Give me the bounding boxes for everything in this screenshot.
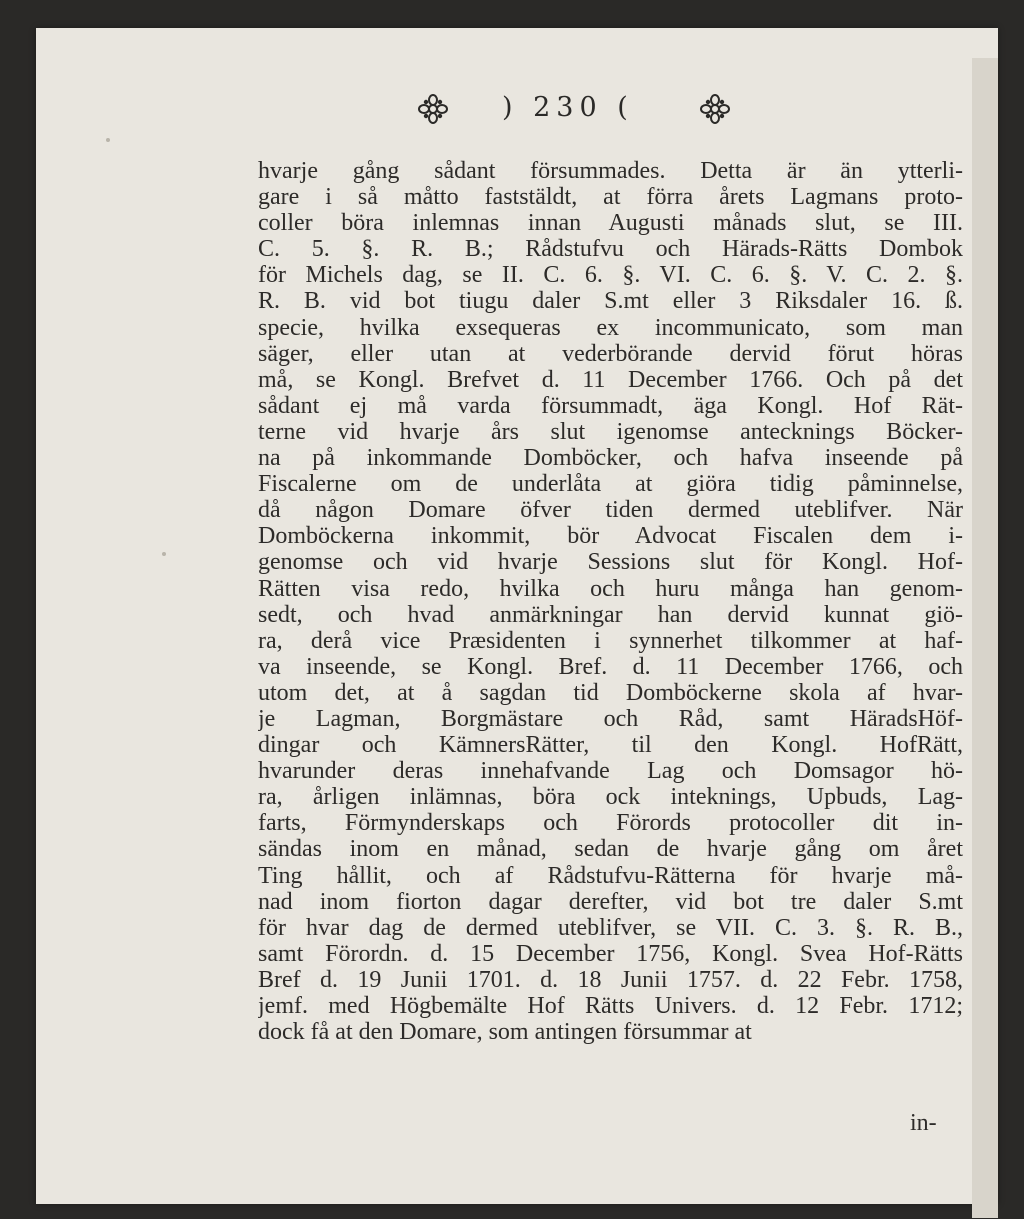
text-line: för Michels dag, se II. C. 6. §. VI. C. 6. §. V. C. 2. §. bbox=[258, 262, 963, 289]
text-line: hvarje gång sådant försummades. Detta är än ytterli- bbox=[258, 158, 963, 184]
text-line: genomse och vid hvarje Sessions slut för Kongl. Hof- bbox=[258, 549, 963, 576]
flower-ornament-icon bbox=[418, 94, 448, 124]
text-line: då någon Domare öfver tiden dermed uteblifver. När bbox=[258, 497, 963, 524]
body-text bbox=[258, 158, 963, 1045]
text-line: utom det, at å sagdan tid Domböckerne skola af hvar- bbox=[258, 679, 963, 706]
text-line: ra, derå vice Præsidenten i synnerhet tilkommer at haf- bbox=[258, 627, 963, 654]
text-line: nad inom fiorton dagar derefter, vid bot tre daler S.mt bbox=[258, 888, 963, 915]
text-line: terne vid hvarje års slut igenomse antecknings Böcker- bbox=[258, 418, 963, 445]
catchword: in- bbox=[910, 1110, 937, 1136]
page-header bbox=[36, 88, 998, 138]
text-line: coller böra inlemnas innan Augusti månads slut, se III. bbox=[258, 210, 963, 237]
flower-ornament-icon bbox=[700, 94, 730, 124]
text-line: sedt, och hvad anmärkningar han dervid kunnat giö- bbox=[258, 601, 963, 628]
text-line: farts, Förmynderskaps och Förords protocoller dit in- bbox=[258, 810, 963, 837]
text-line: dock få at den Domare, som antingen försummar at bbox=[258, 1019, 752, 1046]
paper-speck bbox=[162, 552, 166, 556]
text-line: gare i så måtto faststäldt, at förra årets Lagmans proto- bbox=[258, 184, 963, 211]
text-line: Rätten visa redo, hvilka och huru många han genom- bbox=[258, 575, 963, 602]
text-line: Ting hållit, och af Rådstufvu-Rätterna för hvarje må- bbox=[258, 862, 963, 889]
text-line: hvarunder deras innehafvande Lag och Domsagor hö- bbox=[258, 758, 963, 785]
text-line: dingar och KämnersRätter, til den Kongl. HofRätt, bbox=[258, 732, 963, 759]
text-line: Bref d. 19 Junii 1701. d. 18 Junii 1757. d. 22 Febr. 1758, bbox=[258, 966, 963, 993]
page-number: ) 230 ( bbox=[502, 92, 634, 123]
book-page bbox=[36, 28, 998, 1204]
text-line: må, se Kongl. Brefvet d. 11 December 1766. Och på det bbox=[258, 366, 963, 393]
text-line: samt Förordn. d. 15 December 1756, Kongl. Svea Hof-Rätts bbox=[258, 940, 963, 967]
text-line: säger, eller utan at vederbörande dervid förut höras bbox=[258, 340, 963, 367]
text-line: va inseende, se Kongl. Bref. d. 11 December 1766, och bbox=[258, 653, 963, 680]
text-line: na på inkommande Domböcker, och hafva inseende på bbox=[258, 445, 963, 472]
text-line: je Lagman, Borgmästare och Råd, samt HäradsHöf- bbox=[258, 705, 963, 732]
text-line: Fiscalerne om de underlåta at giöra tidig påminnelse, bbox=[258, 471, 963, 498]
text-line: ra, årligen inlämnas, böra ock inteknings, Upbuds, Lag- bbox=[258, 784, 963, 811]
page-edge bbox=[972, 58, 998, 1218]
text-line: specie, hvilka exsequeras ex incommunicato, som man bbox=[258, 314, 963, 341]
text-line: sändas inom en månad, sedan de hvarje gång om året bbox=[258, 836, 963, 863]
text-line: R. B. vid bot tiugu daler S.mt eller 3 Riksdaler 16. ß. bbox=[258, 288, 963, 315]
text-line: sådant ej må varda försummadt, äga Kongl. Hof Rät- bbox=[258, 392, 963, 419]
text-line: för hvar dag de dermed uteblifver, se VII. C. 3. §. R. B., bbox=[258, 914, 963, 941]
text-line: Domböckerna inkommit, bör Advocat Fiscalen dem i- bbox=[258, 523, 963, 550]
text-line: jemf. med Högbemälte Hof Rätts Univers. d. 12 Febr. 1712; bbox=[258, 993, 963, 1019]
text-line: C. 5. §. R. B.; Rådstufvu och Härads-Rätts Dombok bbox=[258, 236, 963, 263]
paper-speck bbox=[106, 138, 110, 142]
